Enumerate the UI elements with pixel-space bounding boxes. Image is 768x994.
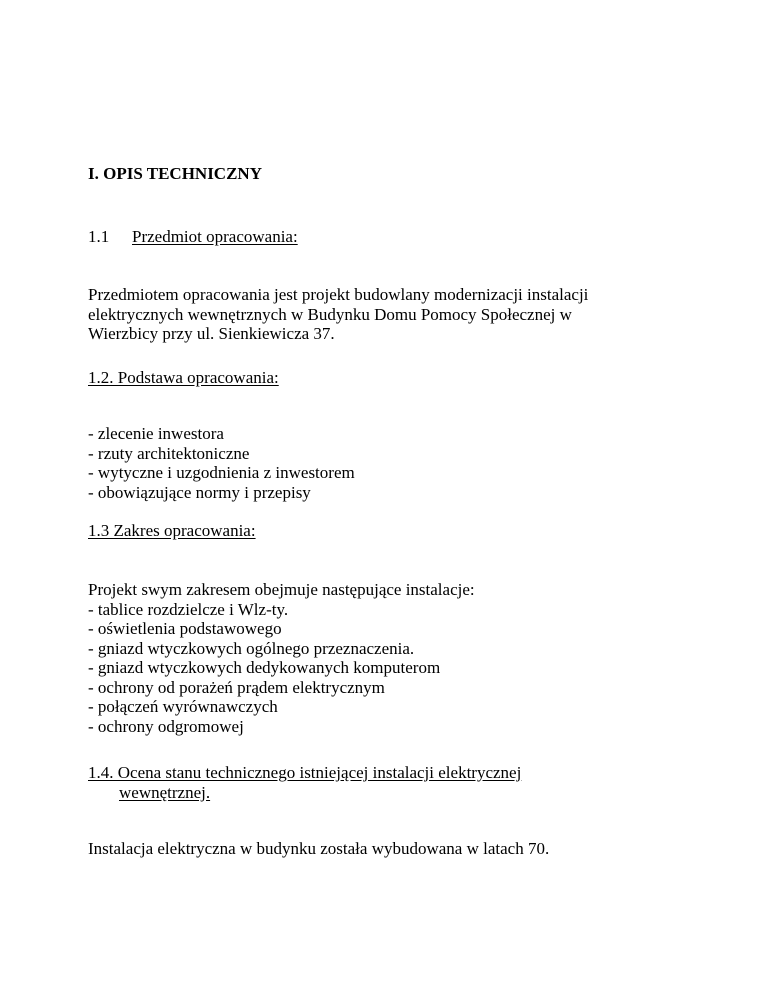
- scope-list: [88, 580, 475, 736]
- section-1-1-number: 1.1: [88, 227, 110, 246]
- subject-paragraph-line-2: elektrycznych wewnętrznych w Budynku Domu Pomocy Społecznej w: [88, 304, 572, 324]
- scope-intro: Projekt swym zakresem obejmuje następujące instalacje:: [88, 580, 475, 599]
- list-item: - zlecenie inwestora: [88, 424, 224, 443]
- document-title: I. OPIS TECHNICZNY: [88, 164, 262, 183]
- subject-paragraph-line-3: Wierzbicy przy ul. Sienkiewicza 37.: [88, 324, 335, 343]
- list-item: - tablice rozdzielcze i Wlz-ty.: [88, 599, 289, 619]
- list-item: - rzuty architektoniczne: [88, 443, 250, 463]
- section-1-4-heading: [88, 763, 521, 802]
- section-1-1-heading: [88, 227, 298, 247]
- list-item: - gniazd wtyczkowych dedykowanych komputerom: [88, 658, 441, 677]
- list-item: - gniazd wtyczkowych ogólnego przeznaczenia.: [88, 638, 415, 658]
- basis-list: [88, 424, 355, 502]
- list-item: - wytyczne i uzgodnienia z inwestorem: [88, 463, 355, 482]
- subject-paragraph: [88, 285, 688, 344]
- list-item: - oświetlenia podstawowego: [88, 619, 282, 638]
- subject-paragraph-line-1: Przedmiotem opracowania jest projekt budowlany modernizacji instalacji: [88, 285, 589, 304]
- list-item: - połączeń wyrównawczych: [88, 697, 278, 716]
- section-1-3-heading: 1.3 Zakres opracowania:: [88, 521, 256, 540]
- section-1-1-title: Przedmiot opracowania:: [132, 227, 298, 246]
- installation-text: Instalacja elektryczna w budynku została wybudowana w latach 70.: [88, 839, 550, 858]
- list-item: - ochrony od porażeń prądem elektrycznym: [88, 677, 385, 697]
- list-item: - ochrony odgromowej: [88, 716, 244, 736]
- list-item: - obowiązujące normy i przepisy: [88, 482, 311, 502]
- section-1-2-heading: 1.2. Podstawa opracowania:: [88, 368, 279, 387]
- section-1-4-heading-line-2: wewnętrznej.: [119, 782, 211, 802]
- section-1-4-heading-line-1: 1.4. Ocena stanu technicznego istniejącej instalacji elektrycznej: [88, 763, 522, 782]
